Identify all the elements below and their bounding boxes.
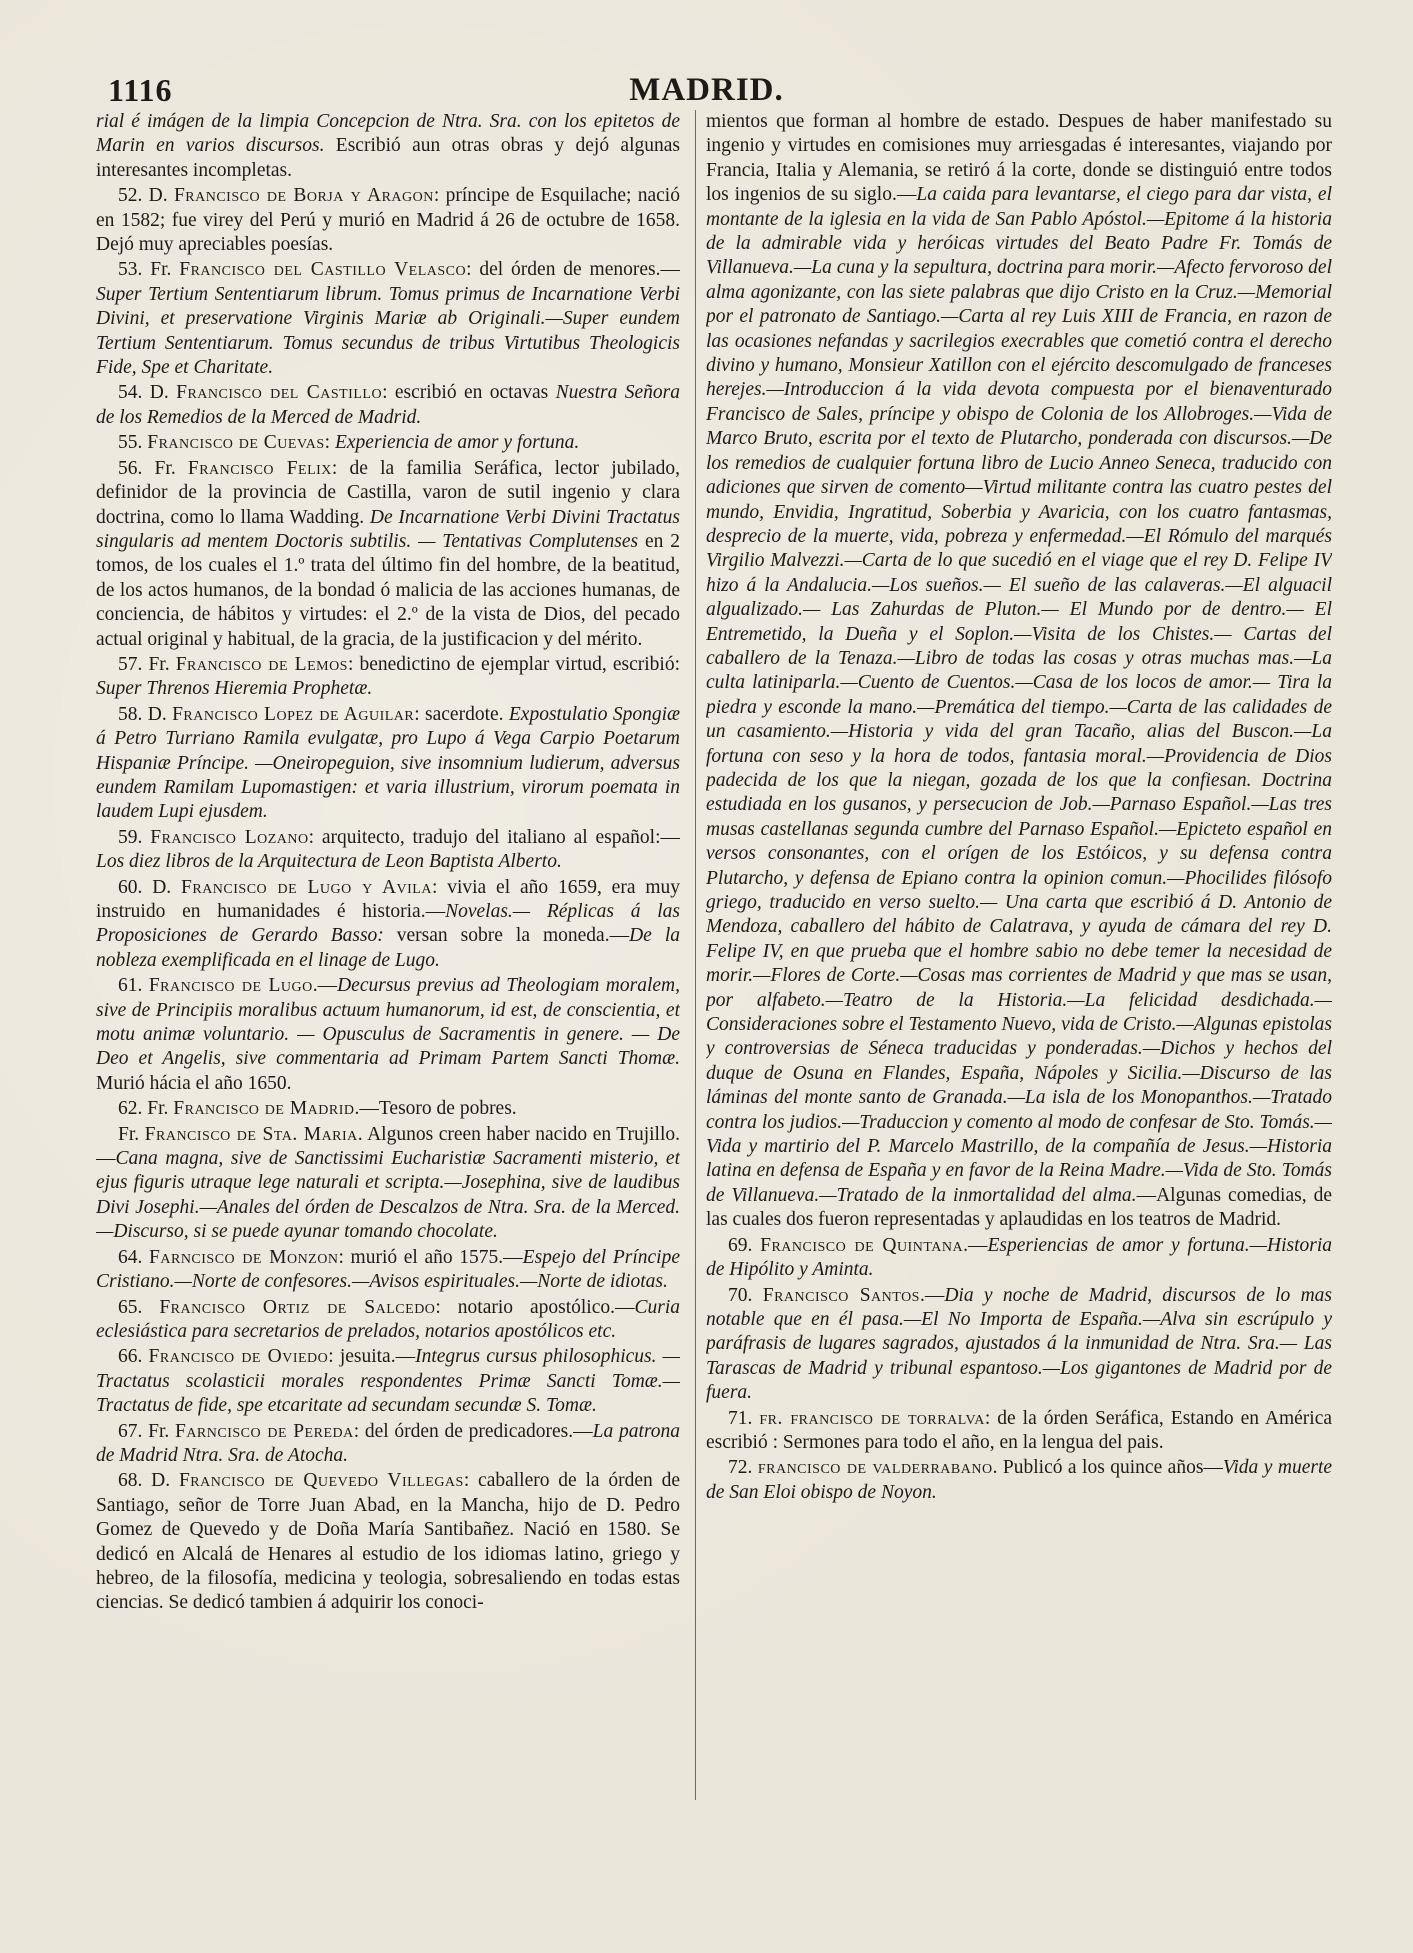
entry-paragraph [96,1123,680,1245]
text-columns [96,110,1332,1830]
work-title: Super Threnos Hieremia Prophetæ. [96,678,373,700]
entry-text: : vivia el año 1659, era muy instruido en humanidades é historia.— [96,876,680,922]
work-title: rial é imágen de la limpia Concepcion de Ntra. Sra. con los epitetos de Marin en varios discursos. [96,111,680,157]
author-name: Francisco Felix [187,457,332,479]
work-title: Esperiencias de amor y fortuna.—Historia de Hipólito y Aminta. [706,1234,1332,1281]
entry-text: 69. [728,1234,761,1256]
entry-paragraph [96,1246,680,1295]
entry-text: 58. D. [118,703,173,725]
work-title: Los diez libros de la Arquitectura de Leon Baptista Alberto. [96,851,562,873]
entry-paragraph [96,653,680,702]
entry-text: en 2 tomos, de los cuales el 1.º trata del último fin del hombre, de la beatitud, de los actos humanos, de la bondad ó malicia de las acciones humanas, de conciencia, de hábitos y virtudes: el 2.º de la vista de Dios, del pecado actual original y habitual, de la gracia, de la justificacion y del mérito. [96,530,680,650]
entry-text: : benedictino de ejemplar virtud, escribió: [347,653,680,675]
author-name: francisco de valderrabano [757,1457,993,1479]
author-name: Francisco de Cuevas [147,432,325,454]
author-name: Francisco del Castillo Velasco [179,259,467,281]
work-title: Nuestra Señora de los Remedios de la Merced de Madrid. [96,382,680,428]
entry-text: 65. [118,1296,160,1318]
entry-paragraph [706,1456,1332,1505]
author-name: Francisco de Borja y Aragon [173,185,434,207]
entry-text: .— [312,975,338,997]
entry-paragraph [706,1284,1332,1406]
entry-paragraph [96,184,680,257]
entry-text: 55. [118,432,148,454]
work-title: De Incarnatione Verbi Divini Tractatus singularis ad mentem Doctoris subtilis. — Tentativas Complutenses [96,506,680,552]
author-name: Francisco de Lugo y Avila [181,876,432,898]
entry-paragraph [706,1234,1332,1283]
author-name: Francisco de Lugo [148,975,313,997]
entry-text: 62. Fr. [118,1098,174,1120]
page-number: 1116 [108,72,173,108]
entry-text: 52. D. [118,185,174,207]
column-divider [695,110,696,1800]
work-title: Experiencia de amor y fortuna. [334,432,580,454]
right-column [706,110,1332,1830]
work-title: Espejo del Príncipe Cristiano.—Norte de confesores.—Avisos espirituales.—Norte de idiotas. [96,1246,680,1293]
entry-paragraph [96,457,680,652]
entry-paragraph [96,1345,680,1418]
entry-text: .— [919,1284,945,1306]
entry-text: 56. Fr. [118,457,188,479]
author-name: Farncisco de Pereda [174,1420,354,1442]
author-name: Francisco de Sta. Maria [144,1123,358,1145]
entry-text: : [324,432,335,454]
author-name: Francisco del Castillo [176,382,383,404]
work-title: De la nobleza exemplificada en el linage de Lugo. [96,925,680,971]
entry-text: 66. [118,1346,149,1368]
author-name: Francisco de Oviedo [148,1346,329,1368]
page-header [108,72,1305,108]
entry-paragraph [96,876,680,974]
author-name: Francisco de Lemos [175,653,348,675]
work-title: La patrona de Madrid Ntra. Sra. de Atocha. [96,1420,680,1466]
entry-text: . Algunos creen haber nacido en Trujillo.— [96,1123,680,1170]
author-name: Francisco de Quevedo Villegas [178,1470,464,1492]
entry-text: : arquitecto, tradujo del italiano al español:— [308,826,680,848]
left-column [96,110,680,1830]
entry-text: : escribió en octavas [382,382,556,404]
work-title: Novelas.— Réplicas á las Proposiciones de Gerardo Basso: [96,901,680,947]
entry-text: 59. [118,826,151,848]
entry-text: 70. [728,1284,763,1306]
entry-paragraph [96,110,680,183]
entry-text: : del órden de predicadores.— [353,1420,593,1442]
author-name: fr. francisco de torralva [759,1407,985,1429]
entry-text: : de la órden Seráfica, Estando en América escribió : Sermones para todo el año, en la lengua del pais. [706,1407,1332,1453]
entry-text: versan sobre la moneda.— [383,925,630,947]
work-title: Cana magna, sive de Sanctissimi Eucharistiæ Sacramenti misterio, et ejus figuris utraque lege naturali et scripta.—Josephina, sive de laudibus Divi Josephi.—Anales del órden de Descalzos de Ntra. Sra. de la Merced.—Discurso, si se puede ayunar tomando chocolate. [96,1148,680,1243]
entry-paragraph [96,974,680,1096]
entry-text: . Publicó a los quince años— [992,1457,1223,1479]
entry-text: .—Tesoro de pobres. [354,1098,517,1120]
work-title: Vida y muerte de San Eloi obispo de Noyon. [706,1457,1332,1503]
entry-text: Murió hácia el año 1650. [96,1072,292,1094]
entry-text: : jesuita.— [328,1346,416,1368]
entry-paragraph [96,826,680,875]
work-title: Integrus cursus philosophicus. — Tractatus scolasticii morales respondentes Primæ Sancti Tomæ.— Tractatus de fide, spe etcaritate ad secundam secundæ S. Tomæ. [96,1346,680,1417]
entry-text: 61. [118,975,149,997]
entry-text: : caballero de la órden de Santiago, señor de Torre Juan Abad, en la Mancha, hijo de D. Pedro Gomez de Quevedo y de Doña María Santibañez. Nació en 1580. Se dedicó en Alcalá de Henares al estudio de los idiomas latino, griego y hebreo, de la filosofía, medicina y teologia, sobresaliendo en todas estas ciencias. Se dedicó tambien á adquirir los conoci- [96,1470,680,1614]
entry-text: 67. Fr. [118,1420,175,1442]
entry-text: —Algunas comedias, de las cuales dos fueron representadas y aplaudidas en los teatros de Madrid. [706,1184,1332,1231]
entry-text: : príncipe de Esquilache; nació en 1582; fue virey del Perú y murió en Madrid á 26 de octubre de 1658. Dejó muy apreciables poesías. [96,185,680,256]
entry-text: : de la familia Seráfica, lector jubilado, definidor de la provincia de Castilla, varon de sutil ingenio y clara doctrina, como lo llama Wadding. [96,457,680,528]
entry-text: 60. D. [118,876,182,898]
entry-paragraph [96,258,680,380]
author-name: Francisco de Madrid [173,1098,355,1120]
entry-paragraph [96,431,680,455]
author-name: Francisco Lozano [150,826,309,848]
entry-paragraph [96,381,680,430]
entry-text: Escribió aun otras obras y dejó algunas interesantes incompletas. [96,135,680,181]
entry-text: 54. D. [118,382,177,404]
entry-paragraph [96,1097,680,1121]
work-title: Super Tertium Sententiarum librum. Tomus primus de Incarnatione Verbi Divini, et preservatione Virginis Mariæ ab Originali.—Super eundem Tertium Sententiarum. Tomus secundus de tribus Virtutibus Theologicis Fide, Spe et Charitate. [96,283,680,379]
work-title: Expostulatio Spongiæ á Petro Turriano Ramila evulgatæ, pro Lupo á Vega Carpio Poetarum Hispaniæ Príncipe. —Oneiropeguion, sive insomnium ludierum, adversus eundem Ramilam Lupomastigen: et varia illustrium, virorum poemata in laudem Lupi ejusdem. [96,703,680,823]
entry-paragraph [706,110,1332,1233]
author-name: Francisco Lopez de Aguilar [172,703,415,725]
entry-text: 64. [118,1246,150,1268]
entry-paragraph [706,1407,1332,1456]
entry-paragraph [96,1296,680,1345]
author-name: Farncisco de Monzon [149,1246,339,1268]
entry-text: : notario apostólico.— [435,1296,635,1318]
entry-text: : murió el año 1575.— [338,1246,523,1268]
entry-text: .— [963,1234,988,1256]
work-title: Decursus previus ad Theologiam moralem, sive de Principiis moralibus actuum humanorum, id est, de conscientia, et motu animæ voluntario. — Opusculus de Sacramentis in genere. — De Deo et Angelis, sive commentaria ad Primam Partem Sancti Thomæ. [96,975,680,1070]
entry-paragraph [96,1420,680,1469]
entry-text: : del órden de menores.— [466,259,680,281]
entry-paragraph [96,703,680,825]
running-head: MADRID. [629,72,784,108]
entry-text: 72. [728,1457,758,1479]
entry-text: 71. [728,1407,760,1429]
entry-text: 53. Fr. [118,259,180,281]
entry-text: 68. D. [118,1470,179,1492]
entry-text: : sacerdote. [414,703,509,725]
work-title: Curia eclesiástica para secretarios de prelados, notarios apostólicos etc. [96,1296,680,1342]
entry-paragraph [96,1469,680,1615]
author-name: Francisco Santos [762,1284,920,1306]
entry-text: 57. Fr. [118,653,176,675]
work-title: Dia y noche de Madrid, discursos de lo mas notable que en él pasa.—El No Importa de España.—Alva sin escrúpulo y paráfrasis de lugares sagrados, ajustados á la inmunidad de Ntra. Sra.— Las Tarascas de Madrid y tribunal espantoso.—Los gigantones de Madrid por de fuera. [706,1284,1332,1404]
author-name: Francisco de Quintana [760,1234,964,1256]
author-name: Francisco Ortiz de Salcedo [159,1296,436,1318]
entry-text: mientos que forman al hombre de estado. Despues de haber manifestado su ingenio y virtudes en comisiones muy arriesgadas é interesantes, viajando por Francia, Italia y Alemania, se retiró á la corte, donde se distinguió entre todos los ingenios de su siglo.— [706,111,1332,206]
work-title: La caida para levantarse, el ciego para dar vista, el montante de la iglesia en la vida de San Pablo Apóstol.—Epitome á la historia de la admirable vida y heróicas virtudes del Beato Padre Fr. Tomás de Villanueva.—La cuna y la sepultura, doctrina para morir.—Afecto fervoroso del alma agonizante, con las siete palabras que dijo Cristo en la Cruz.—Memorial por el patronato de Santiago.—Carta al rey Luis XIII de Francia, en razon de las ocasiones nefandas y sacrilegios execrables que cometió contra el derecho divino y humano, Monsieur Xatillon con el ejército descomulgado de franceses herejes.—Introduccion á la vida devota compuesta por el bienaventurado Francisco de Sales, príncipe y obispo de Colonia de los Allobroges.—Vida de Marco Bruto, escrita por el texto de Plutarcho, ponderada con discursos.—De los remedios de cualquier fortuna libro de Lucio Anneo Seneca, traducido con adiciones que sirven de comento—Virtud militante contra las cuatro pestes del mundo, Envidia, Ingratitud, Soberbia y Avaricia, con los cuatro fantasmas, desprecio de la muerte, vida, pobreza y enfermedad.—El Rómulo del marqués Virgilio Malvezzi.—Carta de lo que sucedió en el viage que el rey D. Felipe IV hizo á la Andalucia.—Los sueños.— El sueño de las calaveras.—El alguacil algualizado.— Las Zahurdas de Pluton.— El Mundo por de dentro.— El Entremetido, la Dueña y el Soplon.—Visita de los Chistes.— Cartas del caballero de la Tenaza.—Libro de todas las cosas y otras muchas mas.—La culta latiniparla.—Cuento de Cuentos.—Casa de los locos de amor.— Tira la piedra y esconde la mano.—Premática del tiempo.—Carta de las calidades de un casamiento.—Historia y vida del gran Tacaño, alias del Buscon.—La fortuna con seso y la hora de todos, fantasia moral.—Providencia de Dios padecida de los que la niegan, gozada de los que la confiesan. Doctrina estudiada en los gusanos, y persecucion de Job.—Parnaso Español.—Las tres musas castellanas segunda cumbre del Parnaso Español.—Epicteto español en versos consonantes, con el orígen de los Estóicos, y su defensa contra Plutarcho, y defensa de Epiano contra la opinion comun.—Phocilides filósofo griego, traducido en verso suelto.— Una carta que escribió á D. Antonio de Mendoza, caballero del hábito de Calatrava, y ayuda de cámara del rey D. Felipe IV, en que prueba que el hombre sabio no debe temer la necesidad de morir.—Flores de Corte.—Cosas mas corrientes de Madrid y que mas se usan, por alfabeto.—Teatro de la Historia.—La felicidad desdichada.—Consideraciones sobre el Testamento Nuevo, vida de Cristo.—Algunas epistolas y controversias de Séneca traducidas y ponderadas.—Dichos y hechos del duque de Osuna en Flandes, España, Nápoles y Sicilia.—Discurso de las láminas del monte santo de Granada.—La isla de los Monopanthos.—Tratado contra los judios.—Traduccion y comento al modo de confesar de Sto. Tomás.—Vida y martirio del P. Marcelo Mastrillo, de la compañía de Jesus.—Historia latina en defensa de España y en favor de la Reina Madre.—Vida de Sto. Tomás de Villanueva.—Tratado de la inmortalidad del alma. [706,184,1332,1206]
entry-text: Fr. [118,1123,145,1145]
